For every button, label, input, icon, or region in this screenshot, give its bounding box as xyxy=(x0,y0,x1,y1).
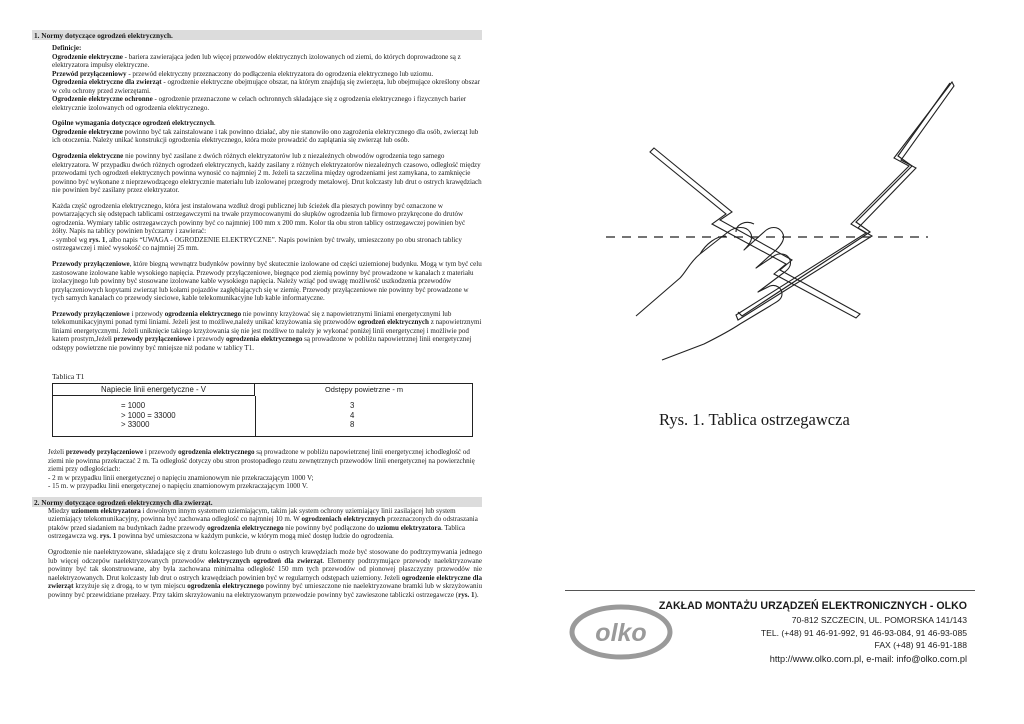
table-cell: 8 xyxy=(350,420,355,430)
warning-sign-illustration xyxy=(560,0,1000,400)
table-cell: 3 xyxy=(350,401,355,411)
table-cell: = 1000 xyxy=(121,401,146,411)
definition-connecting-lead: Przewód przyłączeniowy - przewód elektryczny przeznaczony do podłączenia elektryzatora do ogrodzenia elektrycznego lub uziomu. xyxy=(52,69,434,78)
divider xyxy=(565,590,975,591)
definition-electric-fence: Ogrodzenie elektryczne - bariera zawierająca jeden lub więcej przewodów elektrycznych izolowanych od ziemi, do których doprowadzone są z elektryzatora impulsy elektryczne. xyxy=(52,52,461,70)
definitions-heading: Definicje: xyxy=(52,44,82,52)
company-info xyxy=(565,590,975,670)
hand-icon xyxy=(636,228,791,361)
paragraph-connecting-leads: Przewody przyłączeniowe, które biegną wewnątrz budynków powinny być skutecznie izolowane od części uziemionej budynku. Mogą w tym być celu zastosowane izolowane kable wysokiego napięcia. Przewody przyłączeniowe, biegnące pod ziemią powinny być prowadzone w kanałach z materiału izolacyjnego lub powinny być stosowane izolowane kable wysokiego napięcia. Należy wziąć pod uwagę możliwość uszkodzenia przewodów przyłączeniowych kopytami zwierząt lub kołami pojazdów zagłębiających się w ziemię. Przewody przyłączeniowe nie powinny być prowadzone w tych samych kanałach co przewody sieciowe, kable telekomunikacyjne lub kable informatyczne. xyxy=(52,260,482,303)
table-cell: > 33000 xyxy=(121,420,150,430)
section2-heading: 2. Normy dotyczące ogrodzeń elektrycznych dla zwierząt. xyxy=(32,497,482,507)
general-requirements-heading: Ogólne wymagania dotyczące ogrodzeń elektrycznych. xyxy=(52,119,216,128)
table-t1 xyxy=(52,383,473,437)
svg-text:olko: olko xyxy=(595,619,647,647)
document-text-column xyxy=(36,30,482,599)
paragraph-ground-distance: Jeżeli przewody przyłączeniowe i przewody ogrodzenia elektrycznego są prowadzone w pobliżu napowietrznej linii energetycznej ichodległość od ziemi nie powinna przekraczać 2 m. Ta odległość dotyczy obu stron prostopadłego rzutu zewnętrznych przewodów linii energetycznej na powierzchnię ziemi przy odległościach: - 2 m w przypadku linii energetycznej o napięciu znamionowym nie przekraczającym 1000 V; - 15 m. w przypadku linii energetycznej o napięciu znamionowym przekraczającym 1000 V. xyxy=(48,448,475,491)
lightning-bolt-icon xyxy=(738,83,950,316)
paragraph-energizers: Ogrodzenia elektryczne nie powinny być zasilane z dwóch różnych elektryzatorów lub z niezależnych obwodów ogrodzenia tego samego elektryzatora. W przypadku dwóch różnych ogrodzeń elektrycznych, każdy zasilany z różnych elektryzatorów niezależnych czasowo, odległość między przewodami tych ogrodzeń elektrycznych powinna wynosić co najmniej 2 m. Jeżeli ta szczelina między ogrodzeniami jest zamykana, to zamknięcie powinno być wykonane z nieprzewodzącego elektrycznie materiału lub izolowanej przegrody metalowej. Drut kolczasty lub drut o ostrych krawędziach nie powinien być zasilany przez elektryzator. xyxy=(52,152,482,195)
table-distance-column xyxy=(350,401,354,430)
lightning-bolt-icon xyxy=(650,148,860,318)
paragraph-warning-signs: Każda część ogrodzenia elektrycznego, która jest instalowana wzdłuż drogi publicznej lub ścieżek dla pieszych powinny być oznaczone w powtarzających się odstępach tablicami ostrzegawczymi na trwałe przymocowanymi do słupków ogrodzenia lub firmowo przykręcone do drutów ogrodzenia. Wymiary tablic ostrzegawczych powinny być co najmniej 100 mm x 200 mm. Kolor tła obu stron tablicy ostrzegawczej powinien być żółty. Napis na tablicy powinien byćczarny i zawierać: - symbol wg rys. 1, albo napis “UWAGA - OGRODZENIE ELEKTRYCZNE”. Napis powinien być trwały, umieszczony po obu stronach tablicy ostrzegawczej i mieć wysokość co najmniej 25 mm. xyxy=(52,201,466,253)
paragraph-overhead-lines: Przewody przyłączeniowe i przewody ogrodzenia elektrycznego nie powinny krzyżować się z napowietrznymi liniami energetycznymi lub telekomunikacyjnymi ponad tymi liniami. Jeżeli jest to możliwe,należy unikać krzyżowania się przewodów ogrodzeń elektrycznych z napowietrznymi liniami energetycznymi. Jeżeli uniknięcie takiego krzyżowania się nie jest możliwe to należy je wykonać poniżej linii energetycznej i możliwie pod katem prostym,Jeżeli przewody przyłączeniowe i przewody ogrodzenia elektrycznego są prowadzone w pobliżu napowietrznej linii energetycznej odstępy powietrzne nie powinny być mniejsze niż podane w tablicy T1. xyxy=(52,309,482,352)
section1-heading: 1. Normy dotyczące ogrodzeń elektrycznych. xyxy=(32,30,482,40)
company-address: 70-812 SZCZECIN, UL. POMORSKA 141/143 xyxy=(791,615,967,625)
general-requirements-paragraph: Ogrodzenie elektryczne powinno być tak zainstalowane i tak powinno działać, aby nie stanowiło ono zagrożenia elektrycznego dla osób, zwierząt lub ich otoczenia. Należy unikać konstrukcji ogrodzenia elektrycznego, która może prowadzić do zaplątania się zwierząt lub osób. xyxy=(52,127,479,145)
figure-caption: Rys. 1. Tablica ostrzegawcza xyxy=(659,410,850,429)
table-caption: Tablica T1 xyxy=(52,371,85,381)
table-header-distance: Odstępy powietrzne - m xyxy=(324,385,404,395)
company-fax: FAX (+48) 91 46-91-188 xyxy=(874,640,967,650)
section2-paragraph-grounding: Miedzy uziomem elektryzatora i dowolnym innym systemem uziemiającym, takim jak system ochrony uziemiający linii zasilającej lub system uziemiający telekomunikacyjny, powinna być zachowana odległość co najmniej 10 m. W ogrodzeniach elektrycznych przeznaczonych do odstraszania ptaków przed siadaniem na budynkach żadne przewody ogrodzenia elektrycznego nie powinny być podłączone do uziomu elektryzatora. Tablica ostrzegawcza wg. rys. 1 powinna być umieszczona w każdym punkcie, w którym mogą mieć dostęp ludzie do ogrodzenia. xyxy=(48,506,478,541)
section2-paragraph-barbed-wire: Ogrodzenie nie naelektryzowane, składające się z drutu kolczastego lub drutu o ostrych krawędziach może być stosowane do podtrzymywania jednego lub więcej odczepów naelektryzowanych przewodów elektrycznych ogrodzeń dla zwierząt. Elementy podtrzymujące przewody naelektryzowane powinny być tak skonstruowane, aby była zachowana minimalna odległość 150 mm tych przewodów od pionowej płaszczyzny przewodów nie naelektryzowanych. Drut kolczasty lub drut o ostrych krawędziach powinien być w regularnych odstępach uziemiony. Jeżeli ogrodzenie elektryczne dla zwierząt krzyżuje się z drogą, to w tym miejscu ogrodzenia elektrycznego powinny być umieszczone nie naelektryzowane bramki lub w skrzyżowaniu powinny być przewidziane przełazy. Przy takim skrzyżowaniu na elektryzowanym przewodzie powinny być zawieszone tabliczki ostrzegawcze (rys. 1). xyxy=(48,547,483,599)
table-header-voltage: Napiecie linii energetyczne - V xyxy=(53,384,255,396)
table-voltage-column xyxy=(121,401,176,430)
company-web-email[interactable]: http://www.olko.com.pl, e-mail: info@olko.com.pl xyxy=(769,654,967,664)
definition-animal-fence: Ogrodzenia elektryczne dla zwierząt - ogrodzenie elektryczne obejmujące obszar, na którym znajdują się zwierzęta, lub obejmujące określony obszar w celu ochrony przed zwierzętami. xyxy=(52,78,480,95)
olko-logo xyxy=(569,604,673,660)
definition-security-fence: Ogrodzenie elektryczne ochronne - ogrodzenie przeznaczone w celach ochronnych składające się z ogrodzenia elektrycznego i fizycznych barier elektrycznie izolowanych od ogrodzenia elektrycznego. xyxy=(52,95,467,112)
table-cell: 4 xyxy=(350,410,355,420)
table-divider xyxy=(255,396,256,437)
company-phone: TEL. (+48) 91 46-91-992, 91 46-93-084, 91 46-93-085 xyxy=(760,628,967,638)
company-name: ZAKŁAD MONTAŻU URZĄDZEŃ ELEKTRONICZNYCH - OLKO xyxy=(658,600,967,612)
table-cell: > 1000 = 33000 xyxy=(121,410,176,420)
definitions xyxy=(36,44,482,381)
